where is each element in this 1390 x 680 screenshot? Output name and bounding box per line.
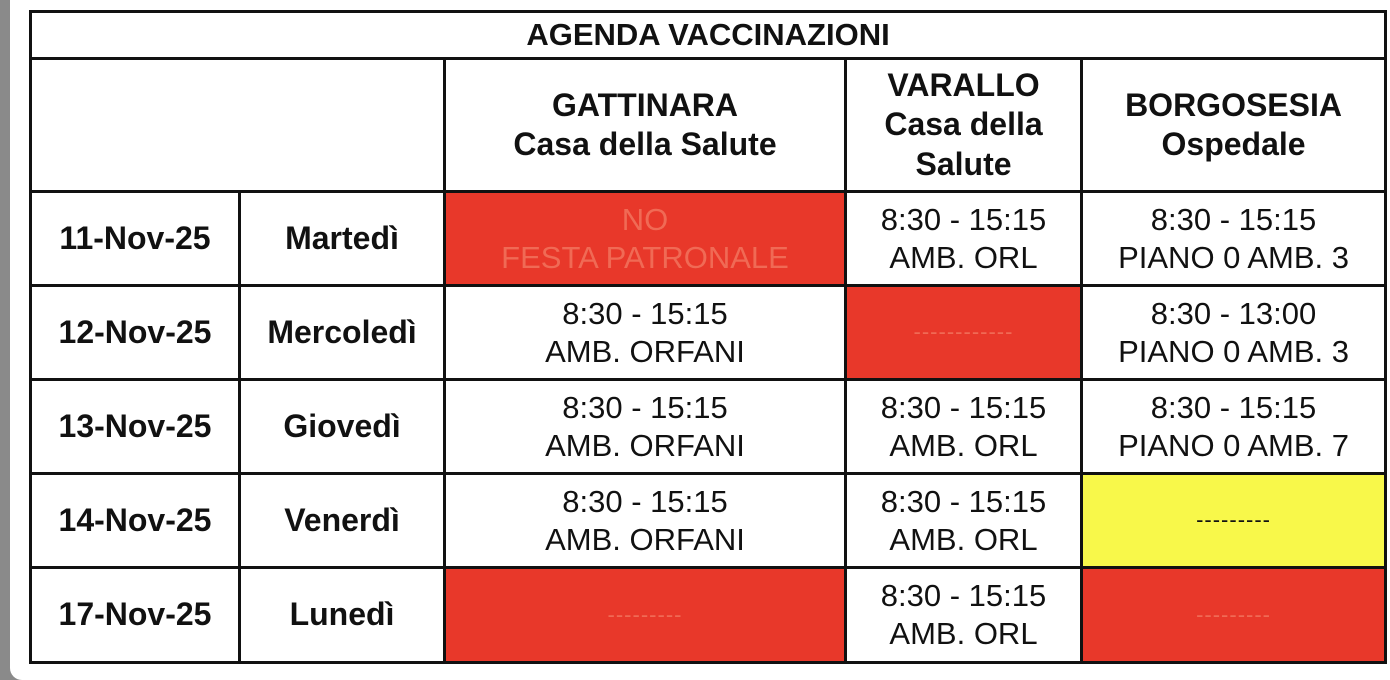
location-header-row: [31, 59, 1386, 192]
schedule-cell-gattinara: [445, 380, 846, 474]
schedule-line: 8:30 - 15:15: [880, 483, 1047, 519]
date-cell: 17-Nov-25: [31, 568, 240, 663]
schedule-cell-varallo: [846, 474, 1082, 568]
schedule-cell-varallo: [846, 286, 1082, 380]
schedule-cell-borgosesia: [1082, 380, 1386, 474]
schedule-line: AMB. ORL: [889, 239, 1038, 275]
location-site: Casa della Salute: [513, 126, 777, 162]
location-header-borgosesia: [1082, 59, 1386, 192]
schedule-line: 8:30 - 15:15: [562, 295, 728, 331]
date-cell: 13-Nov-25: [31, 380, 240, 474]
document-page: [10, 0, 1390, 680]
location-site-line: Casa della: [884, 106, 1043, 143]
schedule-cell-gattinara: [445, 474, 846, 568]
schedule-line: AMB. ORL: [889, 616, 1038, 651]
location-name: GATTINARA: [551, 86, 739, 123]
schedule-line: 8:30 - 15:15: [880, 389, 1047, 425]
unavailable-dashes: ---------: [1196, 507, 1271, 533]
unavailable-dashes: ---------: [607, 601, 683, 627]
schedule-cell-borgosesia: [1082, 568, 1386, 663]
location-site-line: Salute: [915, 145, 1012, 182]
weekday-cell: Martedì: [240, 192, 445, 286]
schedule-line: 8:30 - 15:15: [1150, 201, 1317, 237]
date-cell: 11-Nov-25: [31, 192, 240, 286]
location-header-gattinara: [445, 59, 846, 192]
location-name: VARALLO: [887, 67, 1040, 104]
schedule-cell-gattinara: [445, 192, 846, 286]
weekday-cell: Mercoledì: [240, 286, 445, 380]
schedule-line: PIANO 0 AMB. 3: [1118, 239, 1349, 275]
schedule-line: PIANO 0 AMB. 7: [1118, 427, 1349, 463]
schedule-line: 8:30 - 15:15: [562, 483, 728, 519]
vaccination-schedule-table: [29, 10, 1387, 664]
weekday-cell: Giovedì: [240, 380, 445, 474]
date-cell: 12-Nov-25: [31, 286, 240, 380]
schedule-line: PIANO 0 AMB. 3: [1118, 333, 1349, 369]
schedule-line: 8:30 - 15:15: [880, 578, 1047, 614]
table-row: [31, 474, 1386, 568]
table-title: AGENDA VACCINAZIONI: [31, 12, 1386, 59]
schedule-cell-gattinara: [445, 286, 846, 380]
date-cell: 14-Nov-25: [31, 474, 240, 568]
schedule-cell-varallo: [846, 380, 1082, 474]
weekday-cell: Venerdì: [240, 474, 445, 568]
unavailable-dashes: ---------: [1196, 601, 1271, 627]
schedule-body: [31, 192, 1386, 663]
schedule-line: 8:30 - 15:15: [880, 201, 1047, 237]
table-row: [31, 192, 1386, 286]
schedule-cell-gattinara: [445, 568, 846, 663]
weekday-cell: Lunedì: [240, 568, 445, 663]
location-site: Ospedale: [1161, 126, 1306, 162]
schedule-cell-borgosesia: [1082, 286, 1386, 380]
schedule-cell-varallo: [846, 192, 1082, 286]
schedule-line: FESTA PATRONALE: [501, 239, 789, 275]
schedule-cell-borgosesia: [1082, 192, 1386, 286]
schedule-line: AMB. ORFANI: [545, 333, 745, 369]
unavailable-dashes: ------------: [913, 319, 1014, 345]
schedule-line: AMB. ORFANI: [545, 427, 745, 463]
schedule-line: AMB. ORL: [889, 521, 1038, 557]
title-row: [31, 12, 1386, 59]
schedule-line: AMB. ORL: [889, 427, 1038, 463]
schedule-line: AMB. ORFANI: [545, 521, 745, 557]
schedule-line: 8:30 - 15:15: [562, 389, 728, 425]
schedule-line: NO: [621, 201, 669, 237]
schedule-line: 8:30 - 15:15: [1150, 389, 1317, 425]
schedule-cell-borgosesia: [1082, 474, 1386, 568]
schedule-line: 8:30 - 13:00: [1150, 295, 1317, 331]
schedule-cell-varallo: [846, 568, 1082, 663]
table-row: [31, 286, 1386, 380]
table-row: [31, 568, 1386, 663]
location-header-varallo: [846, 59, 1082, 192]
table-row: [31, 380, 1386, 474]
empty-corner-cell: [31, 59, 445, 192]
location-name: BORGOSESIA: [1125, 86, 1342, 123]
location-site: [847, 105, 1080, 183]
